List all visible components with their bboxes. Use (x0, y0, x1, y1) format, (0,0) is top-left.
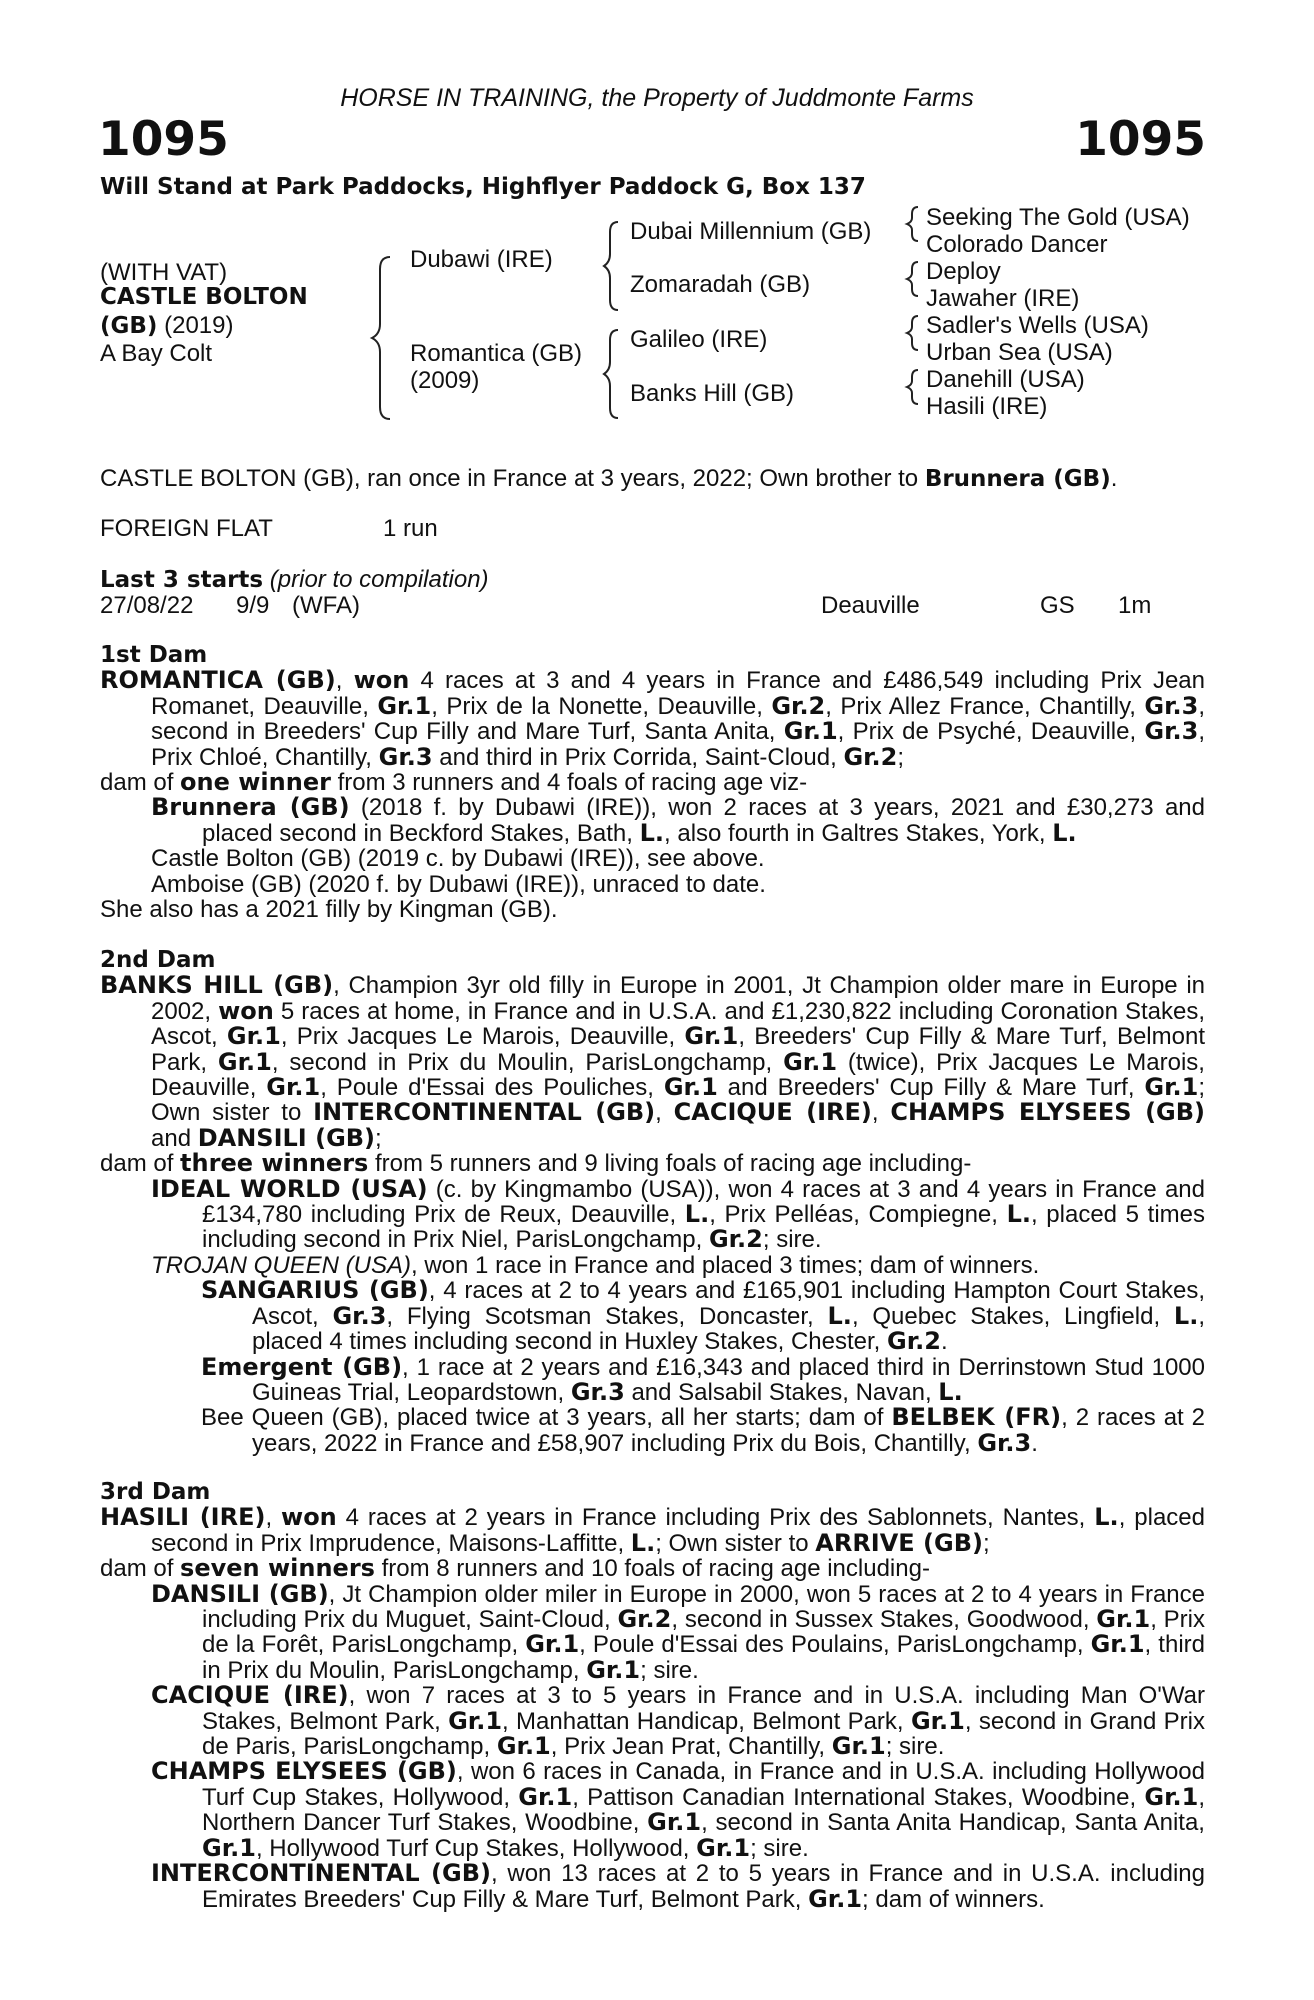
produce-amboise: Amboise (GB) (2020 f. by Dubawi (IRE)), unraced to date. (151, 870, 766, 898)
record-value: 1 run (383, 515, 438, 542)
pedigree-sire: Dubawi (IRE) (410, 246, 553, 273)
pedigree-sire-sire: Dubai Millennium (GB) (630, 218, 872, 245)
first-dam-section (100, 643, 1205, 922)
third-dam-para: HASILI (IRE), won 4 races at 2 years in France including Prix des Sablonnets, Nantes, L., placed second in Prix Imprudence, Maisons-Laffitte, L.; Own sister to ARRIVE (GB); (100, 1503, 1205, 1557)
horse-country: (GB) (100, 313, 158, 339)
produce-bee-queen: Bee Queen (GB), placed twice at 3 years, all her starts; dam of BELBEK (FR), 2 races at 2 years, 2022 in France and £58,907 including Prix du Bois, Chantilly, Gr.3. (201, 1403, 1206, 1457)
horse-description: A Bay Colt (100, 340, 213, 367)
racing-summary: CASTLE BOLTON (GB), ran once in France at 3 years, 2022; Own brother to Brunnera (GB). (100, 465, 1118, 492)
pedigree-sds: Deploy (926, 258, 1001, 285)
produce-trojan-queen: TROJAN QUEEN (USA), won 1 race in France and placed 3 times; dam of winners. (151, 1251, 1040, 1279)
horse-year: (2019) (157, 312, 234, 339)
start-wfa: (WFA) (292, 592, 360, 619)
second-dam-para: BANKS HILL (GB), Champion 3yr old filly in Europe in 2001, Jt Champion older mare in Europe in 2002, won 5 races at home, in France and in U.S.A. and £1,230,822 including Coronation Stakes, Ascot, Gr.1, Prix Jacques Le Marois, Deauville, Gr.1, Breeders' Cup Filly & Mare Turf, Belmont Park, Gr.1, second in Prix du Moulin, ParisLongchamp, Gr.1 (twice), Prix Jacques Le Marois, Deauville, Gr.1, Poule d'Essai des Pouliches, Gr.1 and Breeders' Cup Filly & Mare Turf, Gr.1; Own sister to INTERCONTINENTAL (GB), CACIQUE (IRE), CHAMPS ELYSEES (GB) and DANSILI (GB); (100, 971, 1206, 1152)
first-dam-para: ROMANTICA (GB), won 4 races at 3 and 4 years in France and £486,549 including Prix Jean Romanet, Deauville, Gr.1, Prix de la Nonette, Deauville, Gr.2, Prix Allez France, Chantilly, Gr.3, second in Breeders' Cup Filly and Mare Turf, Santa Anita, Gr.1, Prix de Psyché, Deauville, Gr.3, Prix Chloé, Chantilly, Gr.3 and third in Prix Corrida, Saint-Cloud, Gr.2; (100, 666, 1206, 771)
last-starts-heading: Last 3 starts (prior to compilation) (100, 566, 489, 593)
pedigree-dds: Danehill (USA) (926, 366, 1085, 393)
third-dam-produce-intro: dam of seven winners from 8 runners and 10 foals of racing age including- (100, 1554, 930, 1583)
produce-cacique: CACIQUE (IRE), won 7 races at 3 to 5 years in France and in U.S.A. including Man O'War Stakes, Belmont Park, Gr.1, Manhattan Handicap, Belmont Park, Gr.1, second in Grand Prix de Paris, ParisLongchamp, Gr.1, Prix Jean Prat, Chantilly, Gr.1; sire. (151, 1681, 1205, 1761)
start-course: Deauville (821, 592, 920, 619)
second-dam-produce-intro: dam of three winners from 5 runners and 9 living foals of racing age including- (100, 1149, 972, 1178)
third-dam-heading: 3rd Dam (100, 1479, 211, 1505)
lot-number-right: 1095 (1075, 112, 1206, 167)
second-dam-heading: 2nd Dam (100, 947, 216, 973)
pedigree-dam: Romantica (GB) (410, 340, 583, 367)
pedigree-dam-sire: Galileo (IRE) (630, 326, 768, 353)
start-going: GS (1040, 592, 1075, 619)
pedigree-ssd: Colorado Dancer (926, 231, 1108, 258)
second-dam-section (100, 948, 1205, 1456)
pedigree-sire-dam: Zomaradah (GB) (630, 271, 811, 298)
produce-sangarius: SANGARIUS (GB), 4 races at 2 to 4 years and £165,901 including Hampton Court Stakes, Ascot, Gr.3, Flying Scotsman Stakes, Doncaster, L., Quebec Stakes, Lingfield, L., placed 4 times including second in Huxley Stakes, Chester, Gr.2. (201, 1276, 1206, 1356)
produce-castle-bolton: Castle Bolton (GB) (2019 c. by Dubawi (IRE)), see above. (151, 845, 765, 873)
stand-location: Will Stand at Park Paddocks, Highflyer Paddock G, Box 137 (100, 174, 866, 200)
pedigree-dam-year: (2009) (410, 367, 480, 394)
start-date: 27/08/22 (100, 592, 194, 619)
pedigree-dsd: Urban Sea (USA) (926, 339, 1113, 366)
produce-brunnera: Brunnera (GB) (2018 f. by Dubawi (IRE)), won 2 races at 3 years, 2021 and £30,273 and placed second in Beckford Stakes, Bath, L., also fourth in Galtres Stakes, York, L. (151, 793, 1205, 847)
produce-ideal-world: IDEAL WORLD (USA) (c. by Kingmambo (USA)), won 4 races at 3 and 4 years in France and £134,780 including Prix de Reux, Deauville, L., Prix Pelléas, Compiegne, L., placed 5 times including second in Prix Niel, ParisLongchamp, Gr.2; sire. (151, 1174, 1205, 1254)
pedigree-sdd: Jawaher (IRE) (926, 285, 1080, 312)
produce-emergent: Emergent (GB), 1 race at 2 years and £16,343 and placed third in Derrinstown Stud 1000 Guineas Trial, Leopardstown, Gr.3 and Salsabil Stakes, Navan, L. (201, 1352, 1205, 1406)
pedigree-ddd: Hasili (IRE) (926, 393, 1048, 420)
produce-2021-filly: She also has a 2021 filly by Kingman (GB). (100, 896, 558, 924)
horse-name: CASTLE BOLTON (100, 284, 308, 310)
produce-intercontinental: INTERCONTINENTAL (GB), won 13 races at 2 to 5 years in France and in U.S.A. including Emirates Breeders' Cup Filly & Mare Turf, Belmont Park, Gr.1; dam of winners. (151, 1859, 1206, 1913)
produce-dansili: DANSILI (GB), Jt Champion older miler in Europe in 2000, won 5 races at 2 to 4 years in France including Prix du Muguet, Saint-Cloud, Gr.2, second in Sussex Stakes, Goodwood, Gr.1, Prix de la Forêt, ParisLongchamp, Gr.1, Poule d'Essai des Poulains, ParisLongchamp, Gr.1, third in Prix du Moulin, ParisLongchamp, Gr.1; sire. (151, 1579, 1205, 1684)
start-position: 9/9 (236, 592, 270, 619)
catalogue-header: HORSE IN TRAINING, the Property of Juddmonte Farms (340, 84, 974, 112)
pedigree-dss: Sadler's Wells (USA) (926, 312, 1149, 339)
pedigree-sss: Seeking The Gold (USA) (926, 204, 1190, 231)
first-dam-produce-intro: dam of one winner from 3 runners and 4 foals of racing age viz- (100, 768, 808, 797)
record-label: FOREIGN FLAT (100, 515, 273, 542)
lot-number-left: 1095 (98, 112, 229, 167)
pedigree-dam-dam: Banks Hill (GB) (630, 380, 795, 407)
produce-champs-elysees: CHAMPS ELYSEES (GB), won 6 races in Canada, in France and in U.S.A. including Hollywood Turf Cup Stakes, Hollywood, Gr.1, Pattison Canadian International Stakes, Woodbine, Gr.1, Northern Dancer Turf Stakes, Woodbine, Gr.1, second in Santa Anita Handicap, Santa Anita, Gr.1, Hollywood Turf Cup Stakes, Hollywood, Gr.1; sire. (151, 1757, 1205, 1862)
first-dam-heading: 1st Dam (100, 642, 208, 668)
vat-note: (WITH VAT) (100, 259, 228, 286)
start-distance: 1m (1118, 592, 1152, 619)
third-dam-section (100, 1480, 1205, 1912)
